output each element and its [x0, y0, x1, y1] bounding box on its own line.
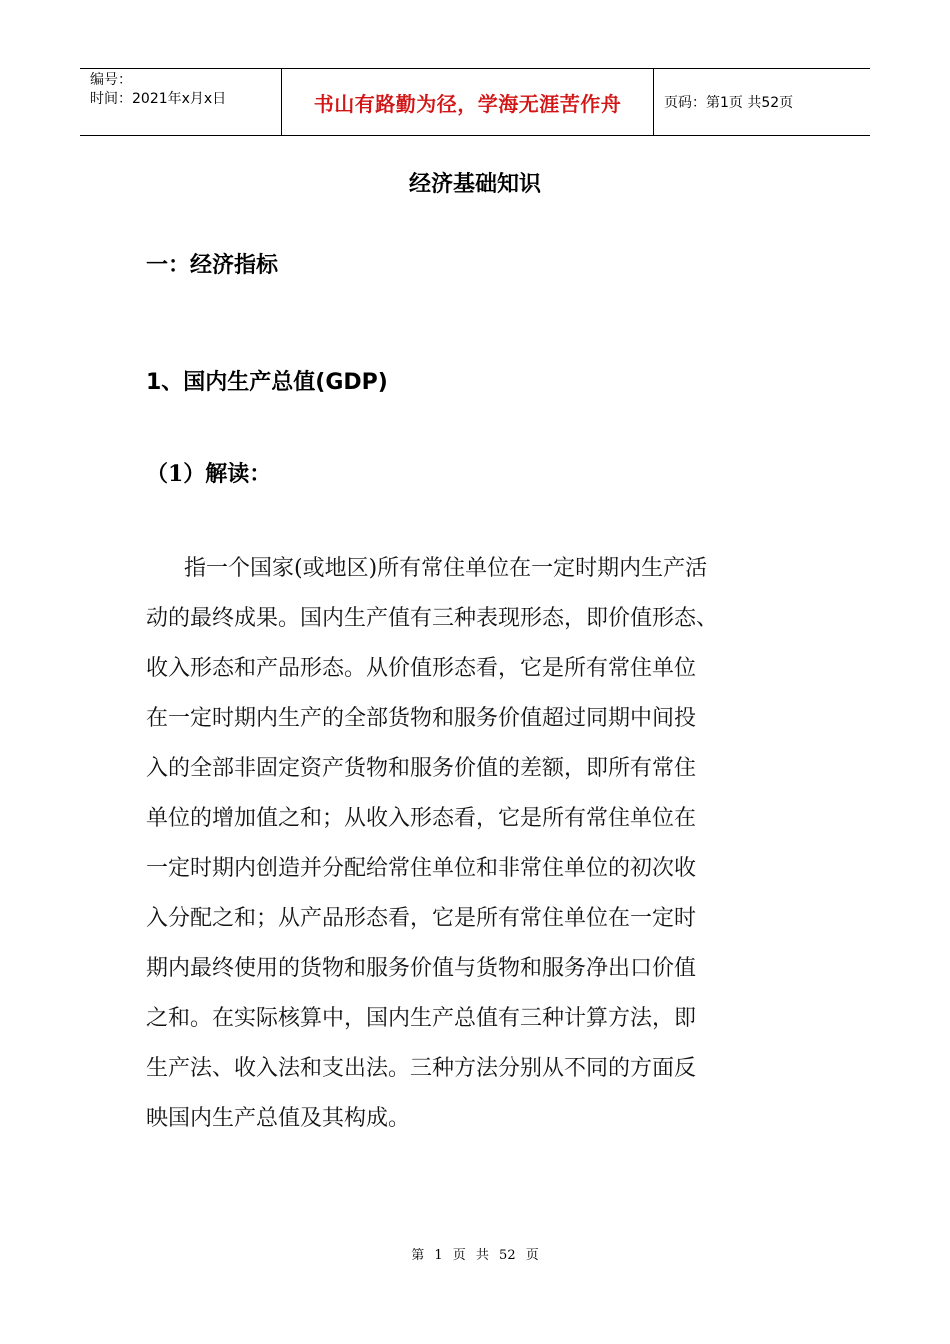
document-header [80, 68, 870, 136]
time-label: 时间：2021年x月x日 [90, 91, 227, 107]
paragraph-line: 指一个国家(或地区)所有常住单位在一定时期内生产活 [184, 556, 708, 581]
header-page-label: 页码：第1页 共52页 [664, 95, 794, 111]
motto-text: 书山有路勤为径，学海无涯苦作舟 [313, 91, 622, 116]
subsection-heading: 1、国内生产总值(GDP) [146, 370, 388, 395]
header-page-cell [654, 69, 870, 135]
page-footer: 第 1 页 共 52 页 [411, 1248, 539, 1263]
document-title: 经济基础知识 [408, 172, 541, 197]
code-label: 编号： [90, 72, 132, 88]
item-heading: （1）解读： [146, 461, 272, 487]
section-heading: 一：经济指标 [146, 253, 279, 278]
header-motto-cell [282, 69, 654, 135]
header-meta-cell [80, 69, 282, 135]
